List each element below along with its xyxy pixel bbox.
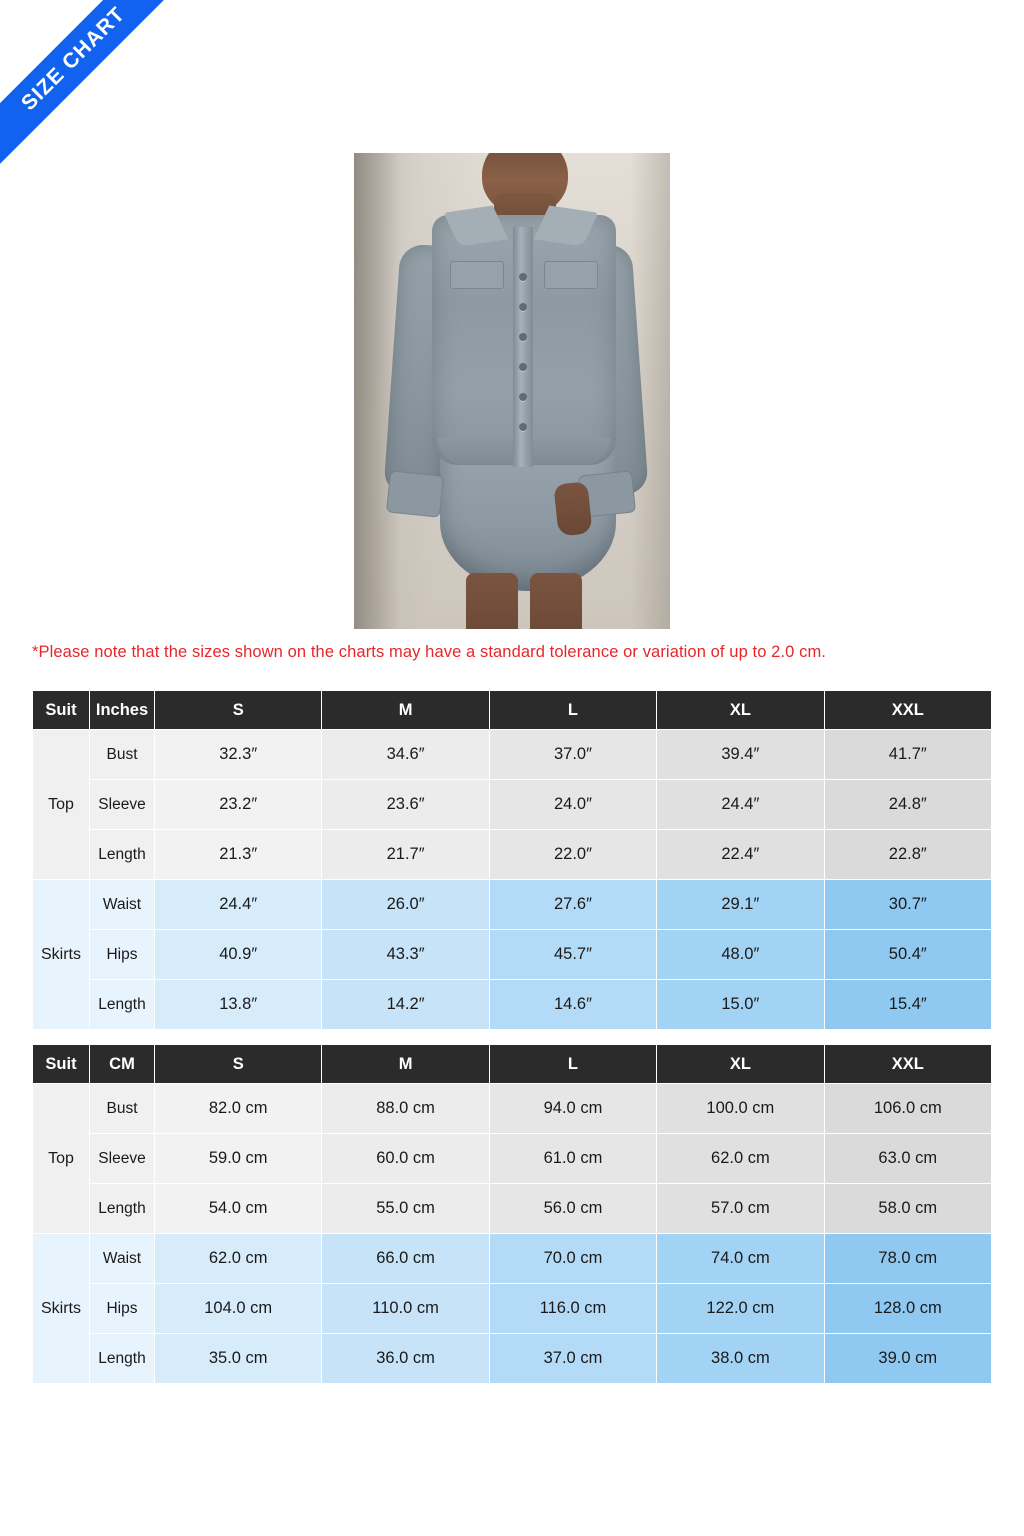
cell-bust-m: 34.6″ [322, 730, 489, 780]
cell-length-s: 21.3″ [155, 830, 322, 880]
cell-waist-l: 70.0 cm [489, 1234, 656, 1284]
cell-length-s: 13.8″ [155, 980, 322, 1030]
cell-length-xl: 38.0 cm [657, 1334, 824, 1384]
column-header-l: L [489, 691, 656, 730]
cell-length-m: 21.7″ [322, 830, 489, 880]
column-header-m: M [322, 1045, 489, 1084]
measure-label-hips: Hips [90, 1284, 155, 1334]
group-label-top: Top [33, 730, 90, 880]
cell-sleeve-xxl: 63.0 cm [824, 1134, 991, 1184]
size-chart-inches [32, 690, 992, 1030]
cell-length-m: 36.0 cm [322, 1334, 489, 1384]
shirt-button-3 [519, 333, 527, 341]
cell-waist-m: 66.0 cm [322, 1234, 489, 1284]
measure-label-waist: Waist [90, 880, 155, 930]
cell-length-xl: 57.0 cm [657, 1184, 824, 1234]
cell-length-xl: 22.4″ [657, 830, 824, 880]
shirt-button-1 [519, 273, 527, 281]
cell-sleeve-xxl: 24.8″ [824, 780, 991, 830]
cell-waist-m: 26.0″ [322, 880, 489, 930]
table-row [33, 730, 992, 780]
cell-length-xxl: 22.8″ [824, 830, 991, 880]
cell-sleeve-xl: 62.0 cm [657, 1134, 824, 1184]
shirt-placket [513, 227, 533, 467]
column-header-s: S [155, 691, 322, 730]
column-header-suit: Suit [33, 1045, 90, 1084]
table-row [33, 780, 992, 830]
cell-length-l: 14.6″ [489, 980, 656, 1030]
column-header-inches: Inches [90, 691, 155, 730]
table-header-row [33, 1045, 992, 1084]
cell-sleeve-l: 61.0 cm [489, 1134, 656, 1184]
tolerance-note: *Please note that the sizes shown on the charts may have a standard tolerance or variation of up to 2.0 cm. [32, 643, 826, 661]
measure-label-bust: Bust [90, 730, 155, 780]
model-leg-right [530, 573, 582, 629]
table-row [33, 1284, 992, 1334]
table-row [33, 880, 992, 930]
cell-length-s: 54.0 cm [155, 1184, 322, 1234]
column-header-xl: XL [657, 1045, 824, 1084]
cell-hips-xxl: 128.0 cm [824, 1284, 991, 1334]
shirt-button-2 [519, 303, 527, 311]
measure-label-length: Length [90, 980, 155, 1030]
cell-length-xxl: 58.0 cm [824, 1184, 991, 1234]
measure-label-hips: Hips [90, 930, 155, 980]
shirt-pocket-left [450, 261, 504, 289]
measure-label-bust: Bust [90, 1084, 155, 1134]
cell-waist-l: 27.6″ [489, 880, 656, 930]
column-header-cm: CM [90, 1045, 155, 1084]
size-chart-ribbon [0, 0, 190, 190]
cell-sleeve-m: 60.0 cm [322, 1134, 489, 1184]
cell-bust-m: 88.0 cm [322, 1084, 489, 1134]
column-header-xxl: XXL [824, 1045, 991, 1084]
shirt-button-6 [519, 423, 527, 431]
column-header-xxl: XXL [824, 691, 991, 730]
column-header-m: M [322, 691, 489, 730]
cell-hips-m: 110.0 cm [322, 1284, 489, 1334]
cell-length-xl: 15.0″ [657, 980, 824, 1030]
table-row [33, 1134, 992, 1184]
column-header-s: S [155, 1045, 322, 1084]
cell-hips-l: 45.7″ [489, 930, 656, 980]
model-leg-left [466, 573, 518, 629]
group-label-skirts: Skirts [33, 1234, 90, 1384]
cell-length-xxl: 39.0 cm [824, 1334, 991, 1384]
cell-bust-l: 37.0″ [489, 730, 656, 780]
group-label-skirts: Skirts [33, 880, 90, 1030]
table-row [33, 1084, 992, 1134]
measure-label-length: Length [90, 830, 155, 880]
cell-bust-xxl: 41.7″ [824, 730, 991, 780]
cell-length-l: 37.0 cm [489, 1334, 656, 1384]
shirt-button-4 [519, 363, 527, 371]
cell-length-xxl: 15.4″ [824, 980, 991, 1030]
table-row [33, 930, 992, 980]
column-header-suit: Suit [33, 691, 90, 730]
cell-bust-xl: 39.4″ [657, 730, 824, 780]
cell-sleeve-s: 23.2″ [155, 780, 322, 830]
cell-bust-l: 94.0 cm [489, 1084, 656, 1134]
cell-hips-l: 116.0 cm [489, 1284, 656, 1334]
column-header-xl: XL [657, 691, 824, 730]
cell-bust-xl: 100.0 cm [657, 1084, 824, 1134]
measure-label-waist: Waist [90, 1234, 155, 1284]
size-chart-ribbon-label: SIZE CHART [0, 0, 181, 167]
cell-hips-m: 43.3″ [322, 930, 489, 980]
measure-label-sleeve: Sleeve [90, 1134, 155, 1184]
cell-waist-xl: 74.0 cm [657, 1234, 824, 1284]
size-chart-cm [32, 1044, 992, 1384]
cell-waist-xxl: 78.0 cm [824, 1234, 991, 1284]
measure-label-length: Length [90, 1334, 155, 1384]
measure-label-sleeve: Sleeve [90, 780, 155, 830]
cell-hips-s: 104.0 cm [155, 1284, 322, 1334]
cell-hips-xl: 122.0 cm [657, 1284, 824, 1334]
cell-hips-xl: 48.0″ [657, 930, 824, 980]
cell-waist-xl: 29.1″ [657, 880, 824, 930]
cell-waist-s: 62.0 cm [155, 1234, 322, 1284]
model-hand [553, 481, 592, 536]
measure-label-length: Length [90, 1184, 155, 1234]
cell-length-m: 55.0 cm [322, 1184, 489, 1234]
cell-bust-s: 82.0 cm [155, 1084, 322, 1134]
cell-length-l: 56.0 cm [489, 1184, 656, 1234]
cell-waist-xxl: 30.7″ [824, 880, 991, 930]
cell-sleeve-s: 59.0 cm [155, 1134, 322, 1184]
shirt-button-5 [519, 393, 527, 401]
cell-length-s: 35.0 cm [155, 1334, 322, 1384]
cell-length-l: 22.0″ [489, 830, 656, 880]
cell-hips-xxl: 50.4″ [824, 930, 991, 980]
cell-sleeve-m: 23.6″ [322, 780, 489, 830]
cell-bust-xxl: 106.0 cm [824, 1084, 991, 1134]
product-image [354, 153, 670, 629]
table-row [33, 830, 992, 880]
cell-bust-s: 32.3″ [155, 730, 322, 780]
shirt-pocket-right [544, 261, 598, 289]
product-photo-backdrop [354, 153, 670, 629]
table-row [33, 980, 992, 1030]
table-row [33, 1234, 992, 1284]
shirt-cuff-left [386, 470, 444, 517]
table-row [33, 1184, 992, 1234]
cell-hips-s: 40.9″ [155, 930, 322, 980]
column-header-l: L [489, 1045, 656, 1084]
cell-length-m: 14.2″ [322, 980, 489, 1030]
cell-sleeve-l: 24.0″ [489, 780, 656, 830]
group-label-top: Top [33, 1084, 90, 1234]
cell-sleeve-xl: 24.4″ [657, 780, 824, 830]
cell-waist-s: 24.4″ [155, 880, 322, 930]
table-row [33, 1334, 992, 1384]
table-header-row [33, 691, 992, 730]
